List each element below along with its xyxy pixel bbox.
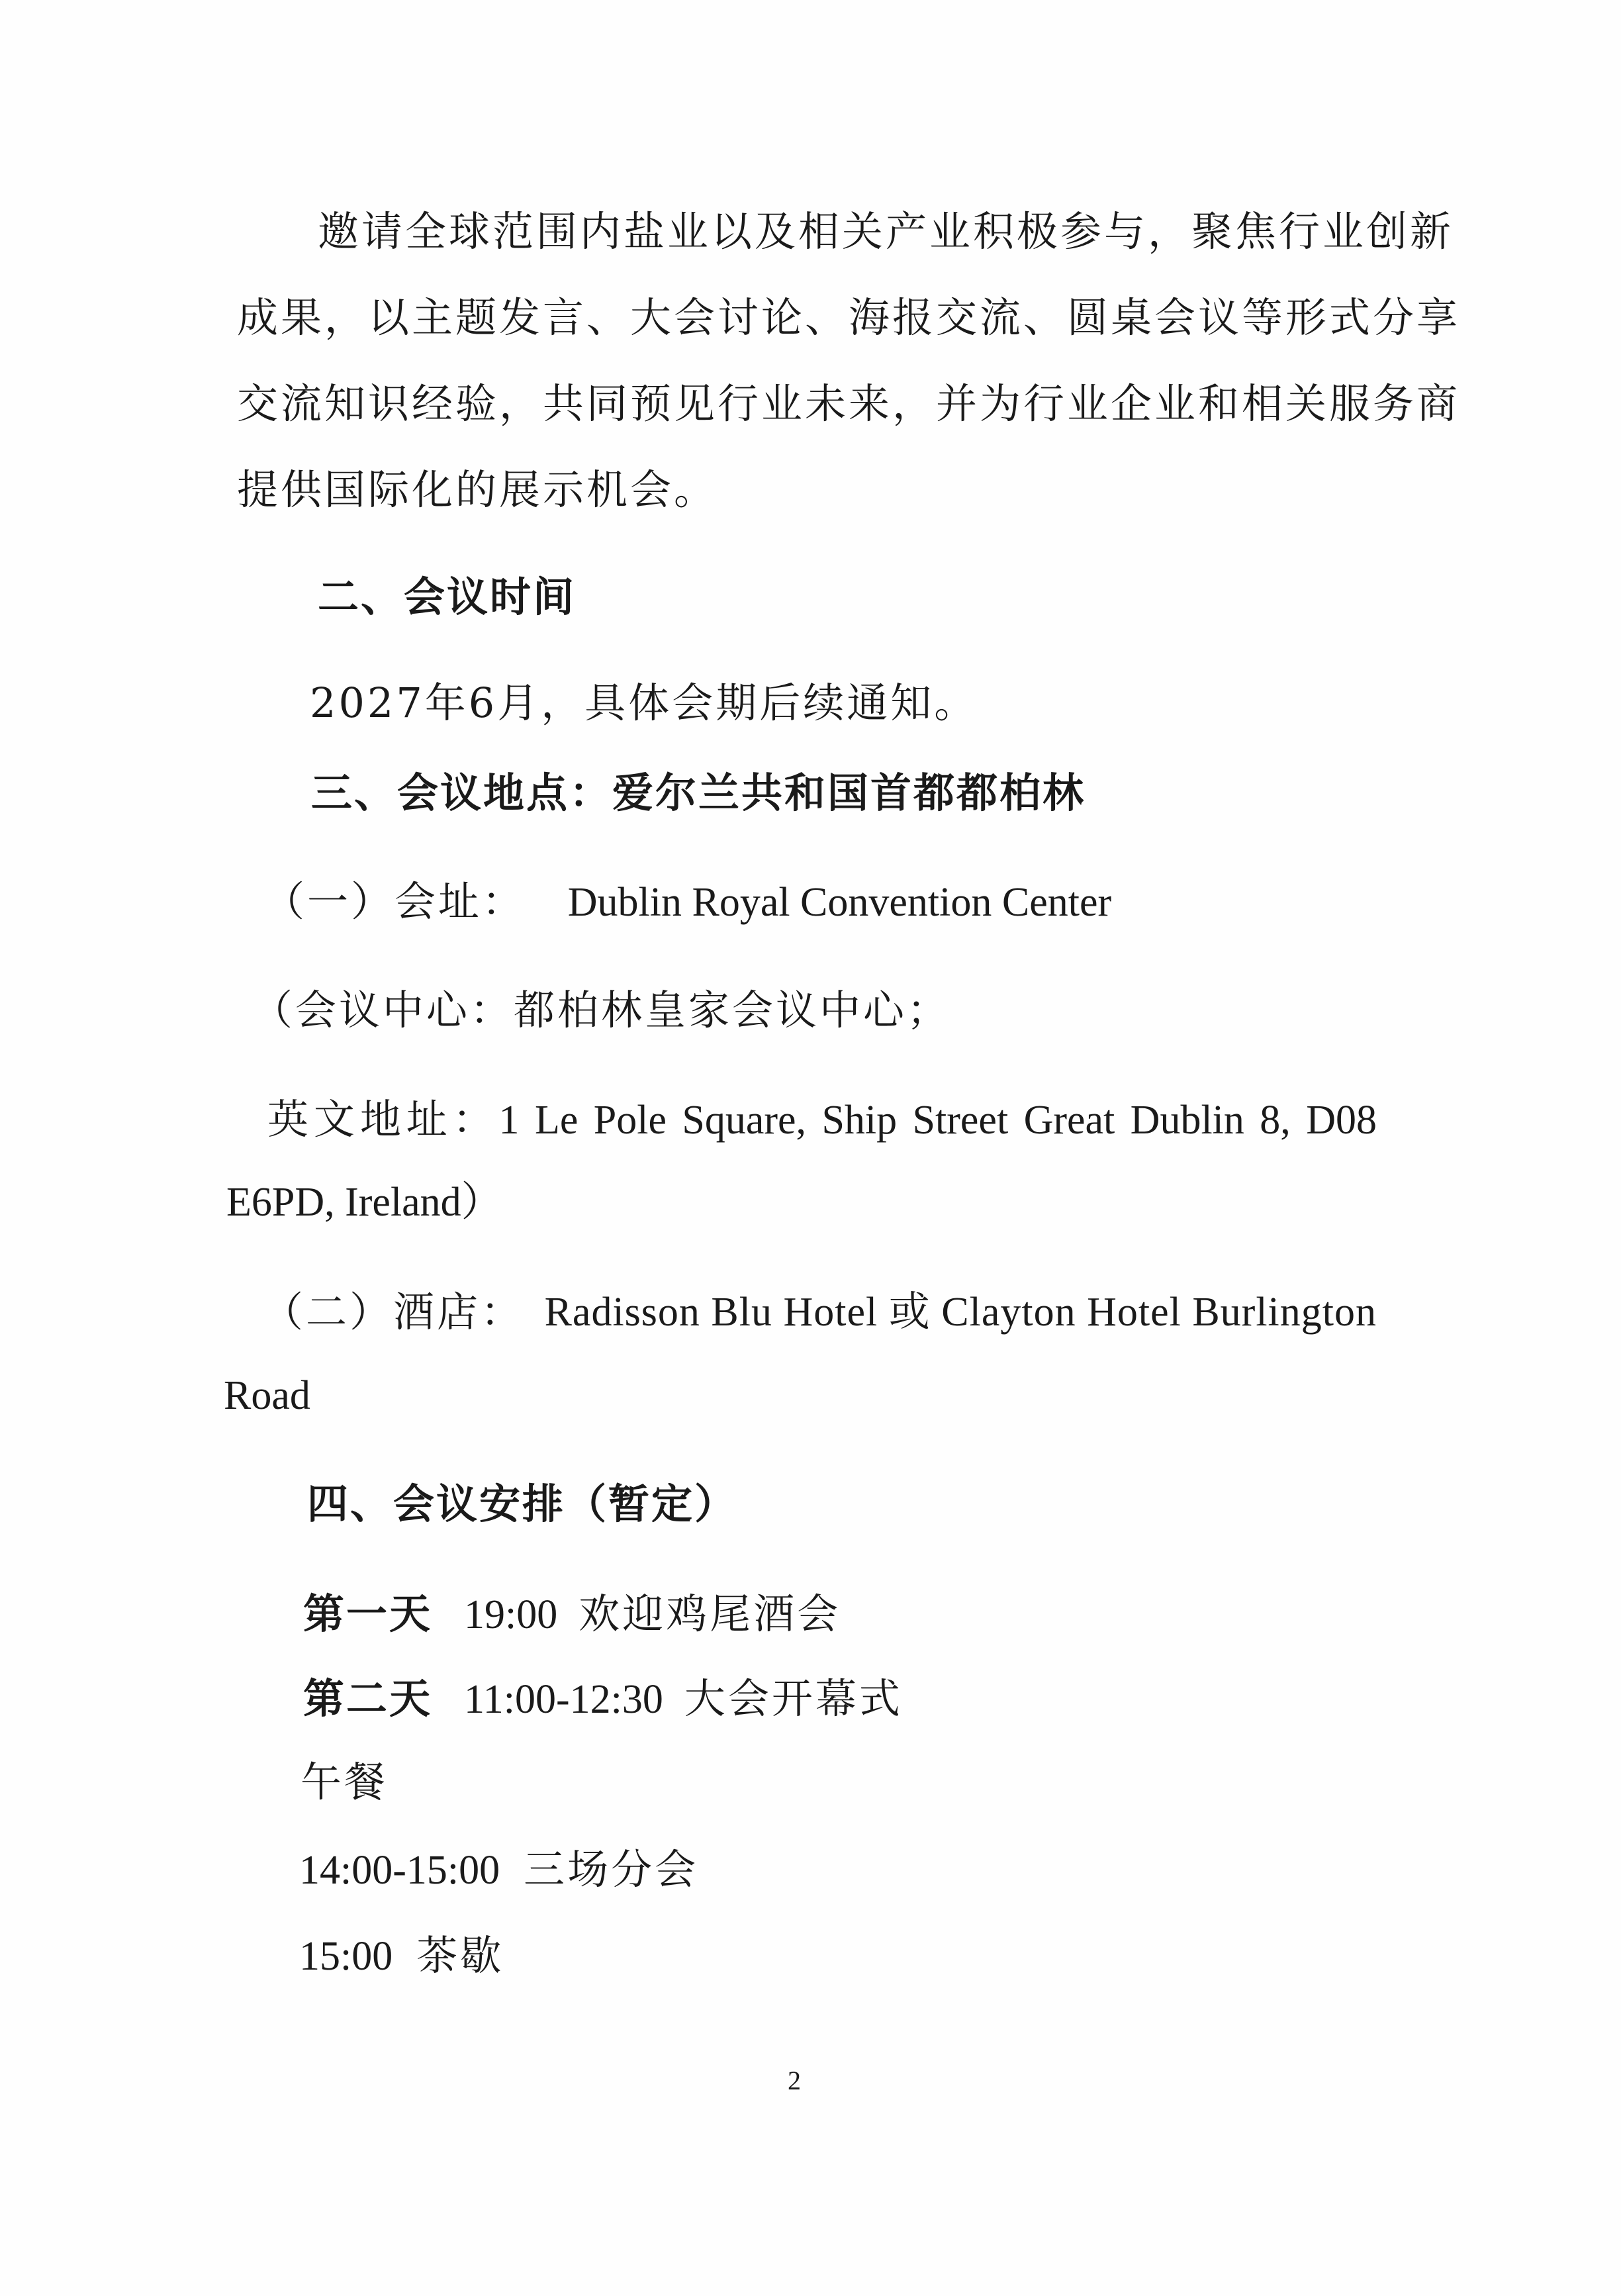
hotel-label: （二）酒店： (262, 1288, 525, 1336)
session-event: 三场分会 (524, 1845, 699, 1893)
day-2-label: 第二天 (303, 1674, 433, 1723)
address-line-1: 英文地址：1 Le Pole Square, Ship Street Great Dublin 8, D08 (267, 1098, 1377, 1143)
page-number: 2 (788, 2066, 801, 2095)
intro-line-3: 交流知识经验，共同预见行业未来，并为行业企业和相关服务商 (237, 379, 1461, 428)
meeting-time-text: 2027年6月，具体会期后续通知。 (310, 679, 978, 727)
venue-name: Dublin Royal Convention Center (567, 880, 1112, 925)
tea-event: 茶歇 (416, 1931, 504, 1980)
intro-line-4: 提供国际化的展示机会。 (237, 465, 718, 514)
hotel-line-2: Road (224, 1373, 310, 1418)
day-2-event: 大会开幕式 (684, 1674, 903, 1723)
venue-label: （一）会址： (263, 877, 526, 926)
lunch-item: 午餐 (301, 1758, 389, 1806)
intro-line-2: 成果，以主题发言、大会讨论、海报交流、圆桌会议等形式分享 (237, 293, 1461, 342)
schedule-day-2 (303, 1672, 903, 1726)
hotel-row (262, 1286, 1377, 1339)
schedule-sessions (299, 1843, 698, 1897)
schedule-day-1 (303, 1588, 841, 1641)
intro-line-1: 邀请全球范围内盐业以及相关产业积极参与，聚焦行业创新 (318, 207, 1454, 256)
venue-row (263, 875, 1111, 929)
day-1-label: 第一天 (303, 1590, 433, 1638)
tea-time: 15:00 (299, 1934, 393, 1979)
day-1-event: 欢迎鸡尾酒会 (579, 1590, 841, 1638)
section-3-heading: 三、会议地点：爱尔兰共和国首都都柏林 (311, 769, 1086, 817)
venue-chinese-name: （会议中心：都柏林皇家会议中心； (252, 986, 951, 1034)
day-1-time: 19:00 (464, 1592, 558, 1637)
day-2-time: 11:00-12:30 (464, 1677, 663, 1722)
section-4-heading: 四、会议安排（暂定） (307, 1480, 738, 1528)
address-line-2: E6PD, Ireland） (226, 1180, 502, 1225)
section-2-heading: 二、会议时间 (318, 573, 577, 621)
hotel-line-1: Radisson Blu Hotel 或 Clayton Hotel Burlington (544, 1290, 1377, 1335)
session-time: 14:00-15:00 (299, 1848, 500, 1893)
schedule-tea-break (299, 1929, 504, 1983)
